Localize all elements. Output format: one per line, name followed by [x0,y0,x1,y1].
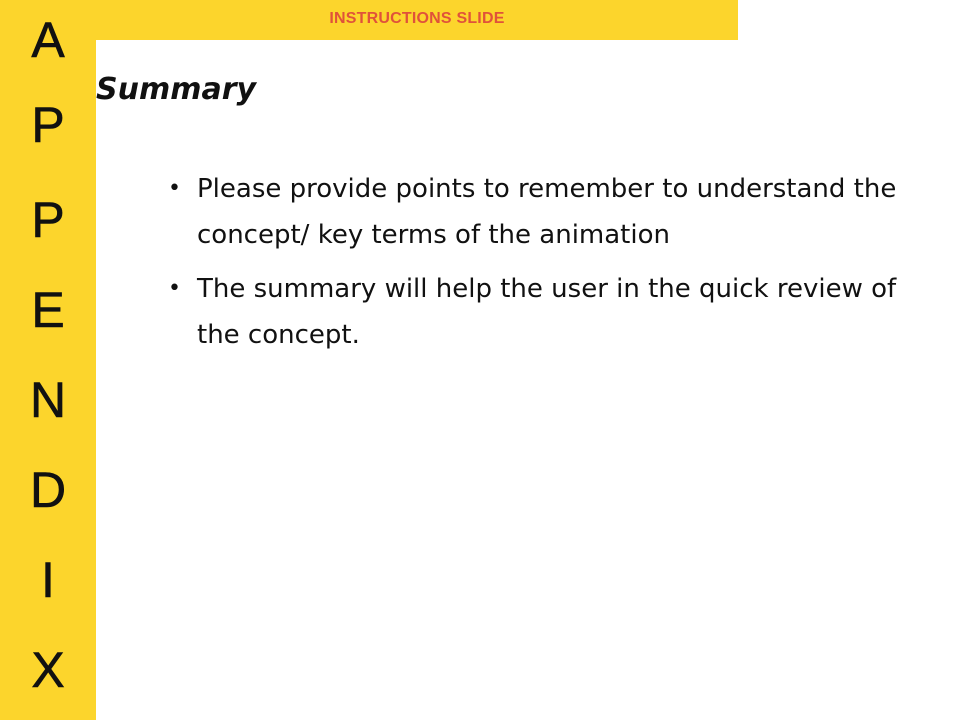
sidebar-letter: E [31,282,65,338]
bullet-point-icon: • [168,276,181,301]
sidebar-letter: A [31,12,65,68]
sidebar-letter: P [31,97,65,153]
bullet-point-icon: • [168,176,181,201]
header-label: INSTRUCTIONS SLIDE [329,10,505,27]
header-bar [96,0,738,40]
sidebar-letter: D [29,462,67,518]
slide-title: Summary [96,72,257,107]
bullet-text: Please provide points to remember to understand the concept/ key terms of the animation [197,174,897,250]
bullet-item [168,166,898,258]
sidebar-letter: I [41,552,55,608]
bullet-text: The summary will help the user in the quick review of the concept. [197,274,897,350]
sidebar-letter: X [31,642,65,698]
sidebar-letter: P [31,192,65,248]
bullet-list [168,166,898,366]
appendix-sidebar [0,0,96,720]
bullet-item [168,266,898,358]
sidebar-letter: N [29,372,67,428]
